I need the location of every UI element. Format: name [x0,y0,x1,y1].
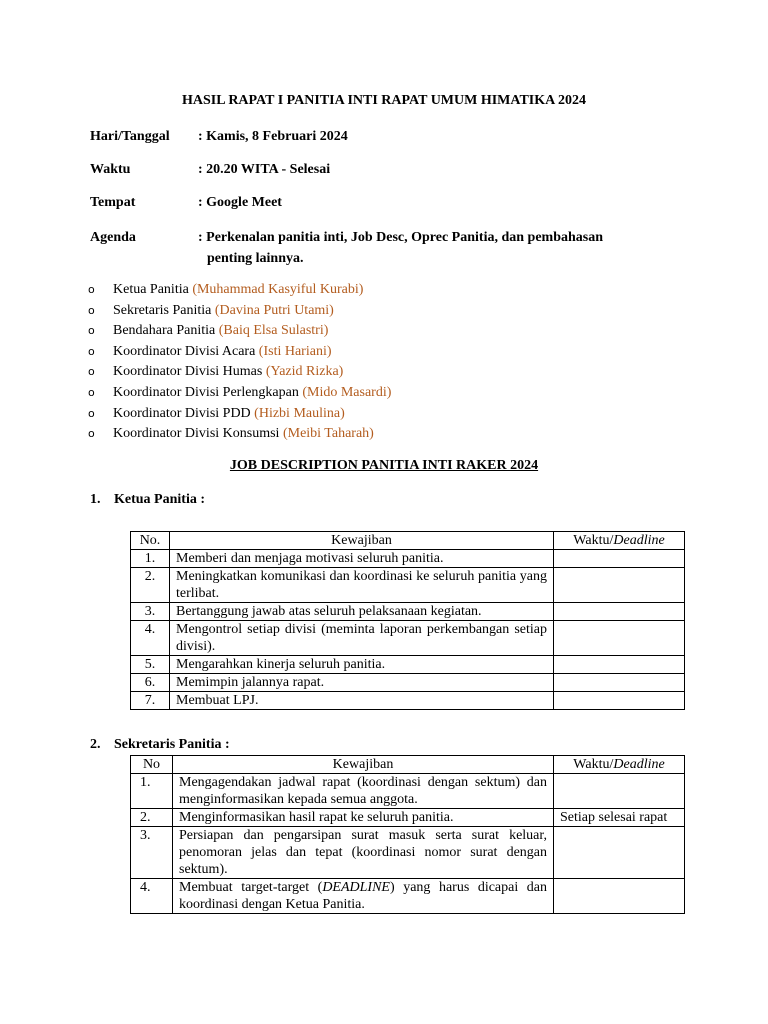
table-row [131,827,685,879]
table-row [131,621,685,656]
table-row [131,774,685,809]
table-row [131,656,685,674]
row-task: Memimpin jalannya rapat. [170,674,554,692]
meta-value: : Kamis, 8 Februari 2024 [198,129,348,144]
row-deadline [554,621,685,656]
bullet-icon: o [88,365,95,379]
row-deadline [554,568,685,603]
meta-label: Agenda [90,230,136,245]
row-deadline [554,879,685,914]
row-number: 3. [131,827,173,879]
member-name: (Mido Masardi) [302,384,392,400]
row-deadline: Setiap selesai rapat [554,809,685,827]
row-number: 1. [131,550,170,568]
meta-label: Tempat [90,195,136,210]
row-deadline [554,656,685,674]
table-row [131,692,685,710]
member-role: Sekretaris Panitia [113,302,212,318]
meta-value: : Google Meet [198,195,282,210]
row-number: 1. [131,774,173,809]
bullet-icon: o [88,303,95,317]
document-title: HASIL RAPAT I PANITIA INTI RAPAT UMUM HIMATIKA 2024 [182,93,586,108]
row-deadline [554,692,685,710]
table-header-row [131,756,685,774]
list-item [88,321,391,342]
bullet-icon: o [88,427,95,441]
row-number: 5. [131,656,170,674]
row-deadline [554,550,685,568]
row-deadline [554,827,685,879]
table-row [131,568,685,603]
row-task: Mengagendakan jadwal rapat (koordinasi dengan sektum) dan menginformasikan kepada semua anggota. [173,774,554,809]
table-row [131,603,685,621]
list-item [88,424,391,445]
table-row [131,674,685,692]
agenda-line-1: : Perkenalan panitia inti, Job Desc, Oprec Panitia, dan pembahasan [198,230,604,245]
row-number: 4. [131,879,173,914]
header-task: Kewajiban [173,756,554,774]
member-name: (Baiq Elsa Sulastri) [218,323,329,339]
meta-label: Waktu [90,162,131,177]
member-role: Ketua Panitia [113,282,189,297]
table-row [131,809,685,827]
row-task: Bertanggung jawab atas seluruh pelaksanaan kegiatan. [170,603,554,621]
list-item [88,383,391,404]
bullet-icon: o [88,344,95,358]
table-header-row [131,532,685,550]
table-row [131,879,685,914]
row-task: Membuat LPJ. [170,692,554,710]
bullet-icon: o [88,385,95,399]
header-no: No. [131,532,170,550]
row-number: 3. [131,603,170,621]
section-heading-sekretaris [90,737,230,753]
duties-table-sekretaris [130,755,685,914]
row-task: Meningkatkan komunikasi dan koordinasi ke seluruh panitia yang terlibat. [170,568,554,603]
member-name: (Meibi Taharah) [282,426,374,442]
row-number: 4. [131,621,170,656]
bullet-icon: o [88,324,95,338]
row-number: 6. [131,674,170,692]
header-task: Kewajiban [170,532,554,550]
row-task: Membuat target-target (DEADLINE) yang harus dicapai dan koordinasi dengan Ketua Panitia. [173,879,554,914]
list-item [88,404,391,425]
row-task: Menginformasikan hasil rapat ke seluruh panitia. [173,809,554,827]
bullet-icon: o [88,283,95,296]
list-item [88,342,391,363]
section-number: 2. [90,737,101,752]
section-heading-label: Ketua Panitia : [114,492,205,507]
meta-value [198,227,638,269]
row-task: Mengarahkan kinerja seluruh panitia. [170,656,554,674]
member-name: (Isti Hariani) [258,343,332,359]
section-number: 1. [90,492,101,507]
header-no: No [131,756,173,774]
bullet-icon: o [88,406,95,420]
member-role: Bendahara Panitia [113,323,216,339]
row-number: 2. [131,809,173,827]
committee-member-list [88,280,391,445]
row-task: Persiapan dan pengarsipan surat masuk serta surat keluar, penomoran jelas dan tepat (koordinasi nomor surat dengan sektum). [173,827,554,879]
row-task: Memberi dan menjaga motivasi seluruh panitia. [170,550,554,568]
header-deadline: Waktu/Deadline [554,756,685,774]
member-name: (Hizbi Maulina) [254,405,345,421]
header-deadline: Waktu/Deadline [554,532,685,550]
row-number: 2. [131,568,170,603]
section-heading-ketua [90,492,205,508]
table-row [131,550,685,568]
member-role: Koordinator Divisi Humas [113,364,263,380]
list-item [88,362,391,383]
member-name: (Yazid Rizka) [265,364,344,380]
member-role: Koordinator Divisi Konsumsi [113,426,280,442]
member-role: Koordinator Divisi PDD [113,405,251,421]
member-role: Koordinator Divisi Acara [113,343,256,359]
section-heading-label: Sekretaris Panitia : [114,737,230,752]
row-number: 7. [131,692,170,710]
row-deadline [554,674,685,692]
list-item [88,301,391,322]
job-description-title: JOB DESCRIPTION PANITIA INTI RAKER 2024 [229,458,539,473]
member-role: Koordinator Divisi Perlengkapan [113,384,299,400]
row-deadline [554,774,685,809]
member-name: (Davina Putri Utami) [214,302,334,318]
list-item [88,280,391,301]
meta-label: Hari/Tanggal [90,129,170,144]
row-deadline [554,603,685,621]
agenda-line-2: penting lainnya. [207,251,304,266]
member-name: (Muhammad Kasyiful Kurabi) [192,282,364,297]
meta-value: : 20.20 WITA - Selesai [198,162,331,177]
row-task: Mengontrol setiap divisi (meminta laporan perkembangan setiap divisi). [170,621,554,656]
duties-table-ketua [130,531,685,710]
